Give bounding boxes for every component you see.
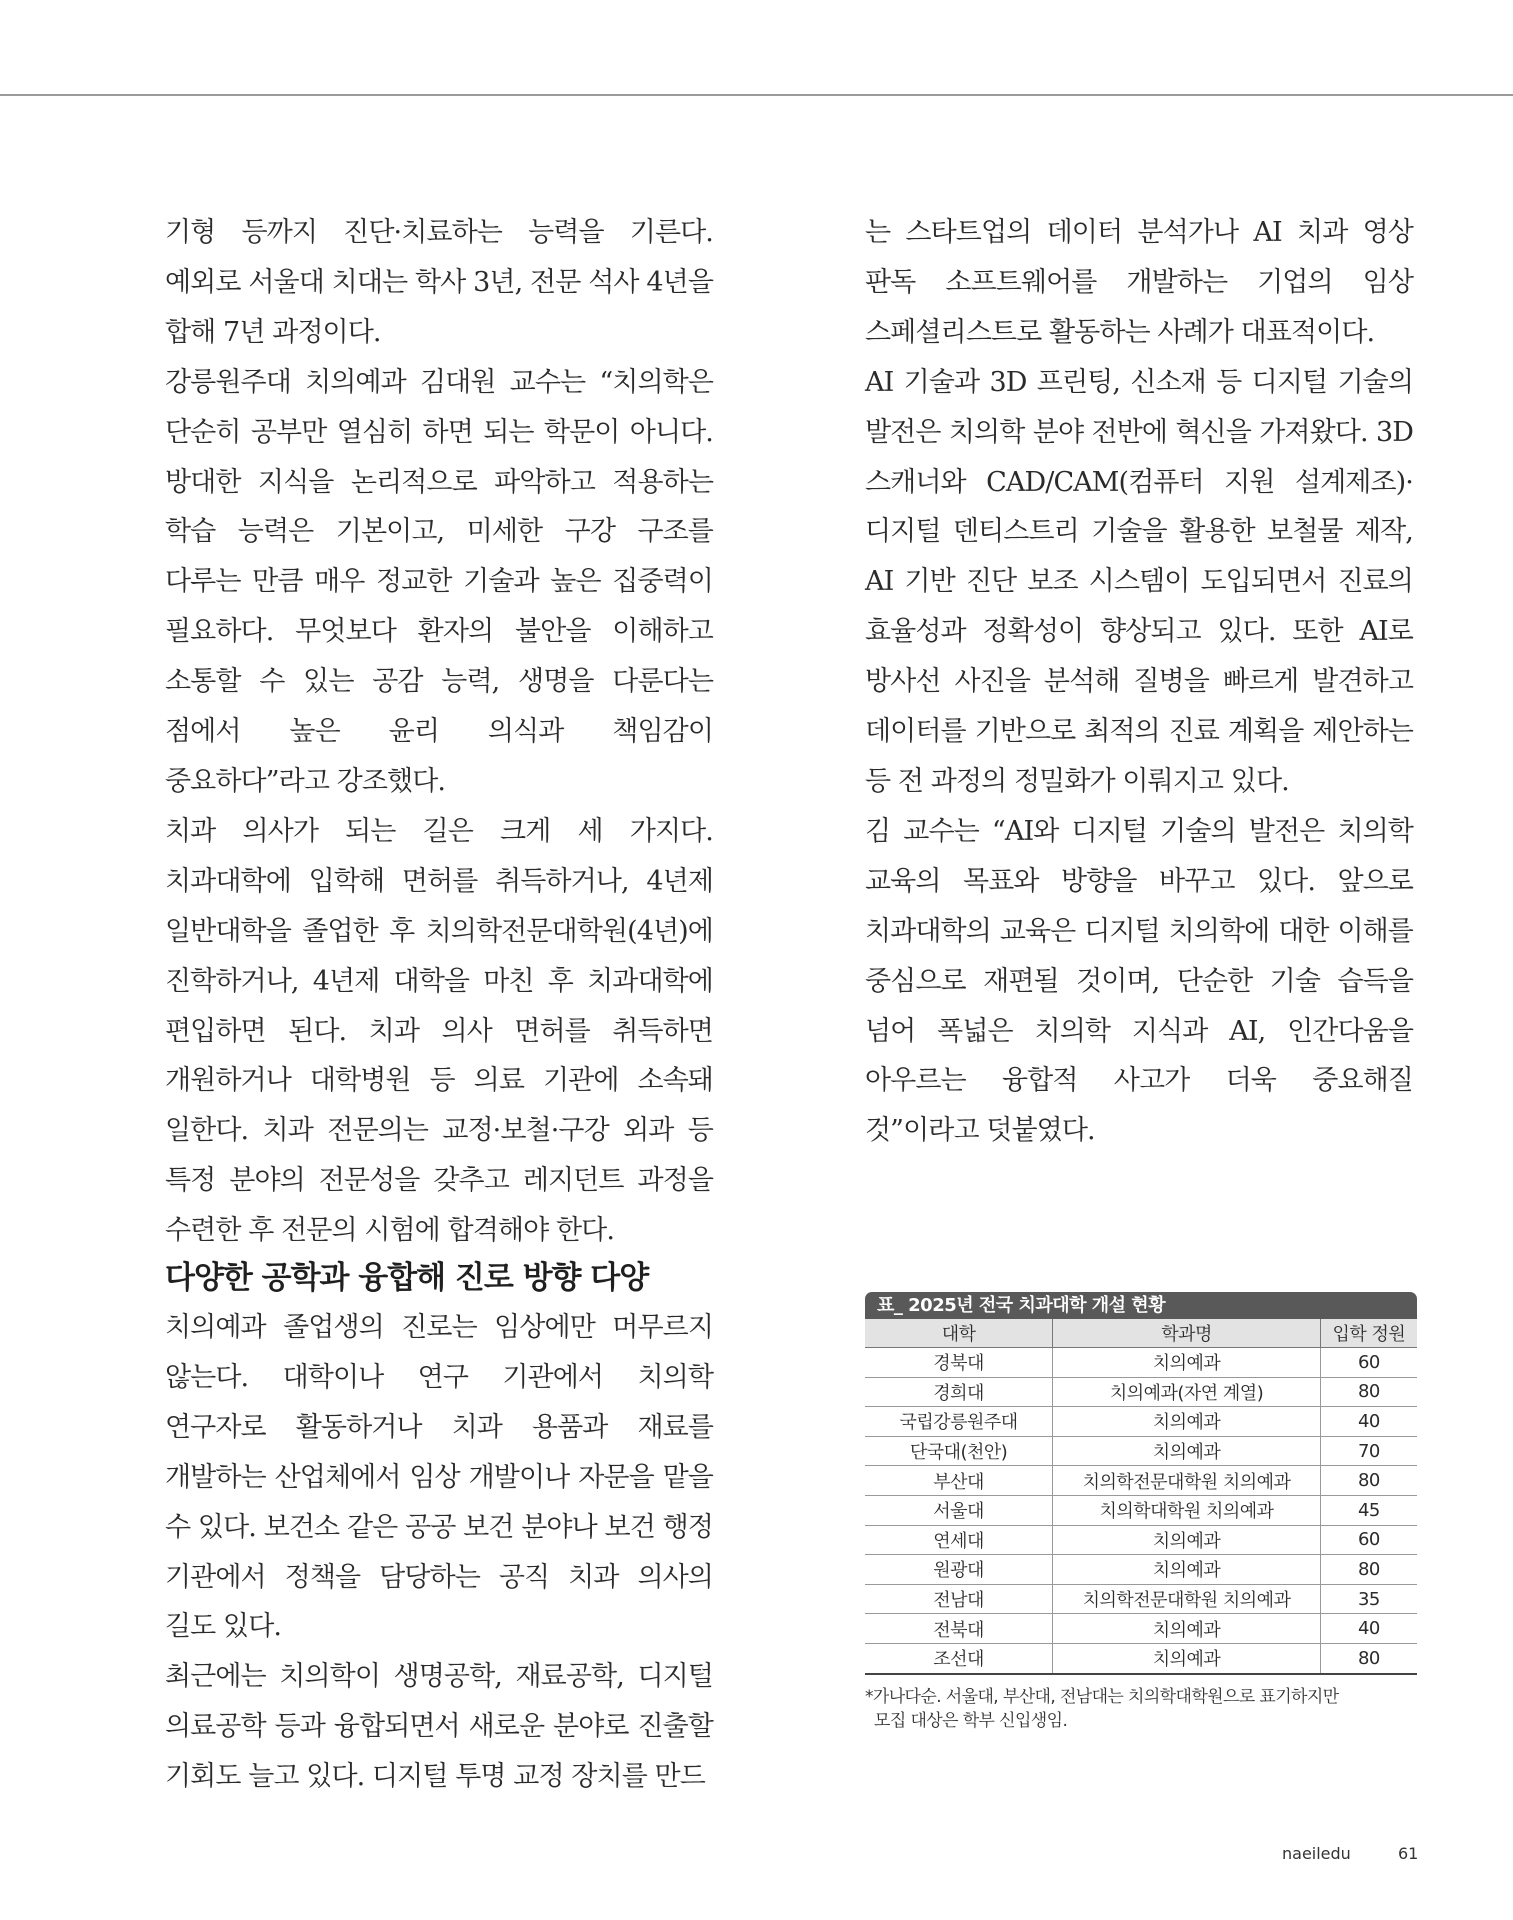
table-row xyxy=(865,1436,1417,1466)
paragraph: 최근에는 치의학이 생명공학, 재료공학, 디지털 의료공학 등과 융합되면서 새로운 분야로 진출할 기회도 늘고 있다. 디지털 투명 교정 장치를 만드 xyxy=(165,1661,713,1793)
cell-university: 전북대 xyxy=(865,1614,1053,1644)
table-row xyxy=(865,1584,1417,1614)
cell-department: 치의예과 xyxy=(1053,1643,1321,1673)
table-row xyxy=(865,1377,1417,1407)
table-row xyxy=(865,1614,1417,1644)
header-university: 대학 xyxy=(865,1319,1053,1348)
cell-department: 치의예과 xyxy=(1053,1348,1321,1378)
cell-department: 치의학전문대학원 치의예과 xyxy=(1053,1466,1321,1496)
cell-university: 원광대 xyxy=(865,1555,1053,1585)
cell-department: 치의학전문대학원 치의예과 xyxy=(1053,1584,1321,1614)
section-heading: 다양한 공학과 융합해 진로 방향 다양 xyxy=(165,1260,649,1296)
table-header-row xyxy=(865,1319,1417,1348)
cell-department: 치의예과 xyxy=(1053,1614,1321,1644)
footnote-line: 모집 대상은 학부 신입생임. xyxy=(874,1710,1068,1731)
cell-university: 연세대 xyxy=(865,1525,1053,1555)
paragraph: 는 스타트업의 데이터 분석가나 AI 치과 영상 판독 소프트웨어를 개발하는 기업의 임상 스페셜리스트로 활동하는 사례가 대표적이다. xyxy=(865,217,1413,348)
table-row xyxy=(865,1495,1417,1525)
cell-quota: 45 xyxy=(1320,1495,1417,1525)
footer-brand: naeiledu xyxy=(1282,1844,1351,1863)
cell-quota: 80 xyxy=(1320,1555,1417,1585)
cell-quota: 60 xyxy=(1320,1525,1417,1555)
cell-department: 치의학대학원 치의예과 xyxy=(1053,1495,1321,1525)
cell-department: 치의예과 xyxy=(1053,1407,1321,1437)
cell-quota: 35 xyxy=(1320,1584,1417,1614)
cell-quota: 70 xyxy=(1320,1436,1417,1466)
cell-university: 조선대 xyxy=(865,1643,1053,1673)
paragraph: 치의예과 졸업생의 진로는 임상에만 머무르지 않는다. 대학이나 연구 기관에서 치의학 연구자로 활동하거나 치과 용품과 재료를 개발하는 산업체에서 임상 개발이나 자문을 맡을 수 있다. 보건소 같은 공공 보건 분야나 보건 행정 기관에서 정책을 담당하는 공직 치과 의사의 길도 있다. xyxy=(165,1312,713,1643)
cell-university: 서울대 xyxy=(865,1495,1053,1525)
table-row xyxy=(865,1525,1417,1555)
cell-department: 치의예과(자연 계열) xyxy=(1053,1377,1321,1407)
cell-university: 전남대 xyxy=(865,1584,1053,1614)
paragraph: 기형 등까지 진단·치료하는 능력을 기른다. 예외로 서울대 치대는 학사 3년, 전문 석사 4년을 합해 7년 과정이다. xyxy=(165,217,713,348)
data-table xyxy=(865,1319,1417,1675)
dental-college-table xyxy=(865,1292,1417,1733)
cell-department: 치의예과 xyxy=(1053,1525,1321,1555)
table-row xyxy=(865,1466,1417,1496)
cell-quota: 80 xyxy=(1320,1377,1417,1407)
paragraph: 김 교수는 “AI와 디지털 기술의 발전은 치의학 교육의 목표와 방향을 바꾸고 있다. 앞으로 치과대학의 교육은 디지털 치의학에 대한 이해를 중심으로 재편될 것이며, 단순한 기술 습득을 넘어 폭넓은 치의학 지식과 AI, 인간다움을 아우르는 융합적 사고가 더욱 중요해질 것”이라고 덧붙였다. xyxy=(865,815,1413,1147)
cell-quota: 60 xyxy=(1320,1348,1417,1378)
cell-department: 치의예과 xyxy=(1053,1555,1321,1585)
top-divider xyxy=(0,94,1513,96)
footnote-line: *가나다순. 서울대, 부산대, 전남대는 치의학대학원으로 표기하지만 xyxy=(865,1686,1339,1707)
cell-university: 단국대(천안) xyxy=(865,1436,1053,1466)
cell-quota: 80 xyxy=(1320,1643,1417,1673)
cell-university: 경북대 xyxy=(865,1348,1053,1378)
cell-quota: 40 xyxy=(1320,1614,1417,1644)
cell-university: 경희대 xyxy=(865,1377,1053,1407)
table-row xyxy=(865,1555,1417,1585)
right-column xyxy=(865,208,1413,1156)
paragraph: AI 기술과 3D 프린팅, 신소재 등 디지털 기술의 발전은 치의학 분야 전반에 혁신을 가져왔다. 3D 스캐너와 CAD/CAM(컴퓨터 지원 설계제조)·디지털 덴티스트리 기술을 활용한 보철물 제작, AI 기반 진단 보조 시스템이 도입되면서 진료의 효율성과 정확성이 향상되고 있다. 또한 AI로 방사선 사진을 분석해 질병을 빠르게 발견하고 데이터를 기반으로 최적의 진료 계획을 제안하는 등 전 과정의 정밀화가 이뤄지고 있다. xyxy=(865,366,1413,797)
paragraph: 치과 의사가 되는 길은 크게 세 가지다. 치과대학에 입학해 면허를 취득하거나, 4년제 일반대학을 졸업한 후 치의학전문대학원(4년)에 진학하거나, 4년제 대학을 마친 후 치과대학에 편입하면 된다. 치과 의사 면허를 취득하면 개원하거나 대학병원 등 의료 기관에 소속돼 일한다. 치과 전문의는 교정·보철·구강 외과 등 특정 분야의 전문성을 갖추고 레지던트 과정을 수련한 후 전문의 시험에 합격해야 한다. xyxy=(165,815,713,1247)
table-title: 표_ 2025년 전국 치과대학 개설 현황 xyxy=(865,1292,1417,1319)
table-footnote xyxy=(865,1685,1417,1733)
cell-university: 국립강릉원주대 xyxy=(865,1407,1053,1437)
table-row xyxy=(865,1407,1417,1437)
header-department: 학과명 xyxy=(1053,1319,1321,1348)
page-number: 61 xyxy=(1398,1844,1419,1863)
cell-university: 부산대 xyxy=(865,1466,1053,1496)
career-section xyxy=(165,1257,713,1802)
cell-quota: 40 xyxy=(1320,1407,1417,1437)
left-column xyxy=(165,208,713,1256)
table-row xyxy=(865,1643,1417,1673)
cell-quota: 80 xyxy=(1320,1466,1417,1496)
header-quota: 입학 정원 xyxy=(1320,1319,1417,1348)
paragraph: 강릉원주대 치의예과 김대원 교수는 “치의학은 단순히 공부만 열심히 하면 되는 학문이 아니다. 방대한 지식을 논리적으로 파악하고 적용하는 학습 능력은 기본이고, 미세한 구강 구조를 다루는 만큼 매우 정교한 기술과 높은 집중력이 필요하다. 무엇보다 환자의 불안을 이해하고 소통할 수 있는 공감 능력, 생명을 다룬다는 점에서 높은 윤리 의식과 책임감이 중요하다”라고 강조했다. xyxy=(165,366,713,797)
cell-department: 치의예과 xyxy=(1053,1436,1321,1466)
table-row xyxy=(865,1348,1417,1378)
